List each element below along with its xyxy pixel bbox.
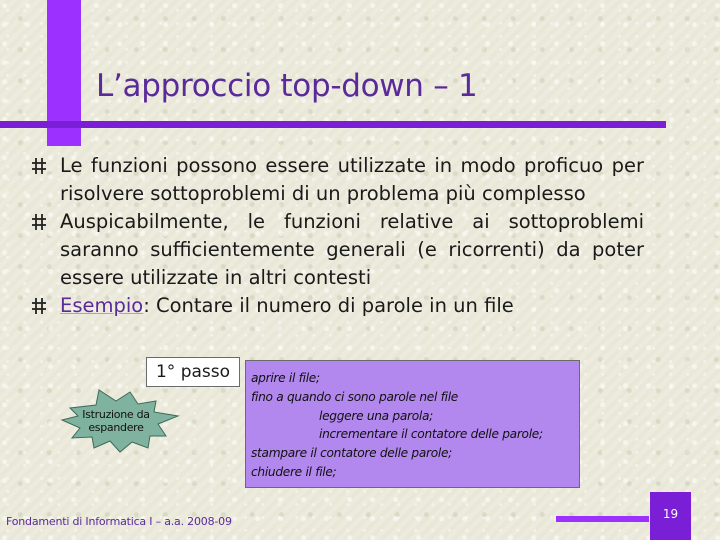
bullet-list [32, 152, 644, 320]
step-label-box: 1° passo [146, 357, 240, 387]
code-line: chiudere il file; [251, 464, 337, 479]
bullet-text: Auspicabilmente, le funzioni relative ai sottoproblemi saranno sufficientemente generali (e ricorrenti) da poter essere utilizzate in altri contesti [60, 210, 644, 289]
example-keyword: Esempio [60, 294, 144, 317]
footer-accent-bar [556, 516, 649, 522]
code-line: incrementare il contatore delle parole; [319, 427, 543, 442]
code-line: leggere una parola; [319, 408, 433, 423]
bullet-text: Le funzioni possono essere utilizzate in modo proficuo per risolvere sottoproblemi di un problema più complesso [60, 154, 644, 205]
bullet-text: : Contare il numero di parole in un file [143, 294, 514, 317]
footer-course-label: Fondamenti di Informatica I – a.a. 2008-09 [6, 515, 232, 528]
callout-label: Istruzione da espandere [82, 408, 150, 434]
code-line: aprire il file; [251, 371, 320, 385]
page-number: 19 [650, 492, 691, 540]
hash-bullet-icon [32, 214, 46, 230]
hash-bullet-icon [32, 298, 46, 314]
hash-bullet-icon [32, 158, 46, 174]
code-line: stampare il contatore delle parole; [251, 446, 452, 461]
title-underline-bar [0, 121, 666, 128]
pseudocode-box [245, 360, 580, 488]
code-line: fino a quando ci sono parole nel file [251, 389, 458, 404]
bullet-item-2 [32, 208, 644, 292]
bullet-item-3 [32, 292, 644, 320]
slide-title: L’approccio top-down – 1 [96, 68, 478, 104]
bullet-item-1 [32, 152, 644, 208]
